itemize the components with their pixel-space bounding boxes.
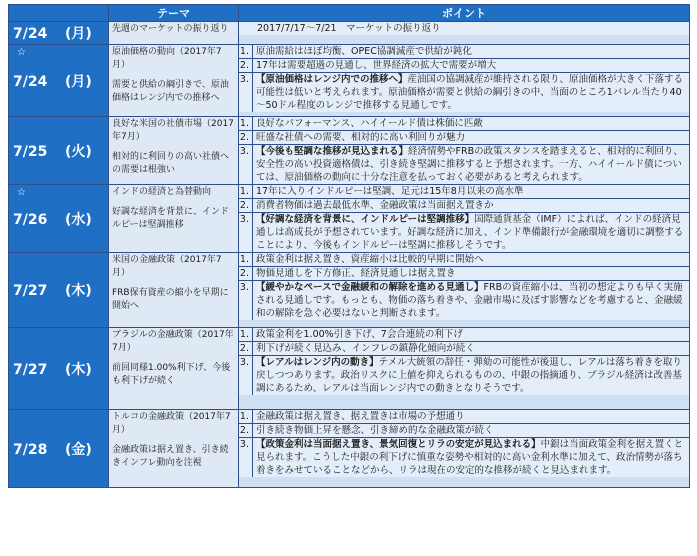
row-date: [13, 23, 92, 43]
point-item: [239, 253, 689, 267]
point-text: [253, 424, 689, 437]
point-number: 3.: [239, 281, 253, 320]
weekday-text: (水): [65, 211, 92, 228]
point-item: [239, 267, 689, 281]
point-text: [253, 410, 689, 423]
point-body: 引き続き物価上昇を懸念、引き締め的な金融政策が続く: [256, 425, 494, 436]
point-body: 良好なパフォーマンス、ハイイールド債は株価に匹敵: [256, 118, 483, 129]
point-highlight: 【原油価格はレンジ内での推移へ】: [256, 74, 408, 85]
row-points-cell: [239, 328, 690, 410]
point-number: 2.: [239, 424, 253, 437]
point-text: [253, 73, 689, 112]
theme-title[interactable]: インドの経済と為替動向: [112, 187, 212, 197]
point-item: [239, 342, 689, 356]
point-text: [253, 131, 689, 144]
date-text: 7/27: [13, 283, 48, 299]
point-number: 3.: [239, 73, 253, 112]
point-body: 17年は需要超過の見通し、世界経済の拡大で需要が増大: [256, 60, 497, 71]
point-text: [253, 45, 689, 58]
point-body: 旺盛な社債への需要、相対的に高い利回りが魅力: [256, 132, 466, 143]
point-number: 2.: [239, 342, 253, 355]
row-date-cell: [9, 45, 109, 117]
point-text: [253, 281, 689, 320]
row-theme-cell: [109, 45, 239, 117]
point-number: 3.: [239, 438, 253, 477]
weekday-text: (木): [65, 361, 92, 378]
point-text: [253, 267, 689, 280]
row-theme-cell: [109, 185, 239, 253]
point-item: [239, 328, 689, 342]
theme-title[interactable]: 良好な米国の社債市場（2017年7月）: [112, 119, 234, 142]
point-body: FRBの資産縮小は、当初の想定よりも早く実施される見通しです。もっとも、物価の落ち着きや、金融市場に及ぼす影響などを考慮すると、金融緩和の解除を急ぐ必要はないと判断されます。: [256, 282, 683, 319]
point-number: 1.: [239, 410, 253, 423]
row-date-cell: [9, 117, 109, 185]
point-body: テメル大統領の辞任・弾劾の可能性が後退し、レアルは落ち着きを取り戻しつつあります。政治リスクに上値を抑えられるものの、中銀の指摘通り、ブラジル経済は改善基調にあるため、レアルは当面レンジ内での動きとなりそうです。: [256, 357, 682, 394]
point-text: [253, 328, 689, 341]
table-row: [9, 253, 690, 328]
point-text: [253, 185, 689, 198]
row-date-cell: [9, 185, 109, 253]
theme-subtitle: 相対的に利回りの高い社債への需要は根強い: [112, 152, 230, 175]
point-number: 2.: [239, 131, 253, 144]
date-text: 7/25: [13, 143, 48, 160]
point-item: [239, 131, 689, 145]
table-row: [9, 328, 690, 410]
row-date-cell: [9, 22, 109, 45]
point-item: [239, 356, 689, 395]
table-row: [9, 410, 690, 488]
point-number: 3.: [239, 213, 253, 252]
date-text: 7/24: [13, 73, 48, 90]
row-date-cell: [9, 410, 109, 488]
point-body: 産油国の協調減産が維持される限り、原油価格が大きく下落する可能性は低いと考えられます。原油価格が需要と供給の綱引きの中、当面のところ1バレル当たり40～50ドル程度のレンジで推移する見通しです。: [256, 74, 684, 111]
point-item: [239, 424, 689, 438]
row-points-cell: [239, 22, 690, 45]
row-points-cell: [239, 410, 690, 488]
row-date: [13, 141, 92, 161]
point-text: [253, 213, 689, 252]
theme-title[interactable]: ブラジルの金融政策（2017年7月）: [112, 330, 234, 353]
row-points-cell: [239, 117, 690, 185]
theme-subtitle: FRB保有資産の縮小を早期に開始へ: [112, 288, 229, 311]
theme-title[interactable]: トルコの金融政策（2017年7月）: [112, 412, 231, 435]
point-highlight: 【政策金利は当面据え置き、景気回復とリラの安定が見込まれる】: [256, 439, 541, 450]
point-body: 利下げが続く見込み、インフレの鎮静化傾向が続く: [256, 343, 475, 354]
row-theme-cell: [109, 328, 239, 410]
table-row: [9, 117, 690, 185]
weekday-text: (火): [65, 143, 92, 160]
point-item: [239, 438, 689, 477]
weekday-text: (金): [65, 441, 92, 458]
row-date-cell: [9, 328, 109, 410]
theme-subtitle: 金融政策は据え置き、引き続きインフレ動向を注視: [112, 445, 229, 468]
theme-subtitle: 前回同様1.00%利下げ、今後も利下げが続く: [112, 363, 231, 386]
point-item: [239, 59, 689, 73]
date-text: 7/24: [13, 26, 48, 42]
theme-subtitle: 好調な経済を背景に、インドルピーは堅調推移: [112, 207, 230, 230]
row-date: [13, 71, 92, 91]
point-body: 17年に入りインドルピーは堅調、足元は15年8月以来の高水準: [256, 186, 524, 197]
point-number: 2.: [239, 267, 253, 280]
theme-title[interactable]: 先週のマーケットの振り返り: [112, 24, 229, 34]
star-icon: ☆: [17, 47, 26, 58]
point-item: [239, 45, 689, 59]
table-header: [9, 5, 690, 22]
point-body: 消費者物価は過去最低水準、金融政策は当面据え置きか: [256, 200, 494, 211]
point-item: [239, 22, 689, 35]
point-body: 原油需給はほぼ均衡、OPEC協調減産で供給が鈍化: [256, 46, 472, 57]
schedule-table: [8, 4, 690, 488]
point-text: 2017/7/17～7/21 マーケットの振り返り: [257, 23, 441, 34]
point-number: 3.: [239, 145, 253, 184]
row-theme-cell: [109, 253, 239, 328]
row-points-cell: [239, 253, 690, 328]
point-number: 1.: [239, 328, 253, 341]
row-date: [13, 439, 92, 459]
point-body: 政策金利は据え置き、資産縮小は比較的早期に開始へ: [256, 254, 484, 265]
theme-title[interactable]: 原油価格の動向（2017年7月）: [112, 47, 222, 70]
point-text: [253, 356, 689, 395]
header-date: [9, 5, 109, 22]
date-text: 7/27: [13, 361, 48, 378]
date-text: 7/28: [13, 441, 48, 458]
point-text: [253, 199, 689, 212]
row-date: [13, 359, 92, 379]
point-item: [239, 410, 689, 424]
row-theme-cell: [109, 22, 239, 45]
point-number: 3.: [239, 356, 253, 395]
row-points-cell: [239, 45, 690, 117]
point-body: 国際通貨基金（IMF）によれば、インドの経済見通しは高成長が予想されています。好調な経済に加え、インド準備銀行が金融環境を適切に調整することにより、今後もインドルピーは堅調に推移しそうです。: [256, 214, 684, 251]
row-date: [13, 209, 92, 229]
point-highlight: 【レアルはレンジ内の動き】: [256, 357, 379, 368]
point-number: 1.: [239, 185, 253, 198]
point-body: 政策金利を1.00%引き下げ、7会合連続の利下げ: [256, 329, 463, 340]
point-number: 1.: [239, 253, 253, 266]
date-text: 7/26: [13, 211, 48, 228]
row-points-cell: [239, 185, 690, 253]
star-icon: ☆: [17, 187, 26, 198]
point-text: [253, 59, 689, 72]
point-item: [239, 145, 689, 184]
table-row: [9, 22, 690, 45]
point-body: 物価見通しを下方修正、経済見通しは据え置き: [256, 268, 456, 279]
row-theme-cell: [109, 117, 239, 185]
point-highlight: 【今後も堅調な推移が見込まれる】: [256, 146, 409, 157]
schedule-table-wrap: [8, 4, 689, 488]
point-highlight: 【好調な経済を背景に、インドルピーは堅調推移】: [256, 214, 475, 225]
point-text: [253, 117, 689, 130]
point-number: 1.: [239, 45, 253, 58]
point-text: [253, 145, 689, 184]
point-body: 経済情勢やFRBの政策スタンスを踏まえると、相対的に利回り、安全性の高い投資適格債は、引き続き堅調に推移すると予想されます。一方、ハイイールド債については、原油価格の動向に十分な注意を払っておく必要があると考えられます。: [256, 146, 683, 183]
point-body: 中銀は当面政策金利を据え置くと見られます。こうした中銀の利下げに慎重な姿勢や相対的に高い金利水準に加えて、政治情勢が落ち着きをみせていることなどから、リラは現在の安定的な推移が続くと見込まれます。: [256, 439, 684, 476]
point-highlight: 【緩やかなペースで金融緩和の解除を進める見通し】: [256, 282, 484, 293]
point-item: [239, 117, 689, 131]
point-number: 1.: [239, 117, 253, 130]
point-body: 金融政策は据え置き、据え置きは市場の予想通り: [256, 411, 465, 422]
weekday-text: (月): [65, 73, 92, 90]
header-points: ポイント: [239, 5, 690, 22]
weekday-text: (木): [65, 283, 92, 299]
table-row: [9, 185, 690, 253]
row-date: [13, 280, 92, 300]
weekday-text: (月): [65, 26, 92, 42]
point-text: [253, 342, 689, 355]
point-item: [239, 199, 689, 213]
point-item: [239, 213, 689, 252]
point-item: [239, 281, 689, 320]
table-row: [9, 45, 690, 117]
point-item: [239, 73, 689, 112]
theme-subtitle: 需要と供給の綱引きで、原油価格はレンジ内での推移へ: [112, 80, 229, 103]
point-text: [253, 253, 689, 266]
point-number: 2.: [239, 199, 253, 212]
row-date-cell: [9, 253, 109, 328]
theme-title[interactable]: 米国の金融政策（2017年7月）: [112, 255, 222, 278]
header-theme: テーマ: [109, 5, 239, 22]
point-item: [239, 185, 689, 199]
point-number: 2.: [239, 59, 253, 72]
row-theme-cell: [109, 410, 239, 488]
point-text: [253, 438, 689, 477]
